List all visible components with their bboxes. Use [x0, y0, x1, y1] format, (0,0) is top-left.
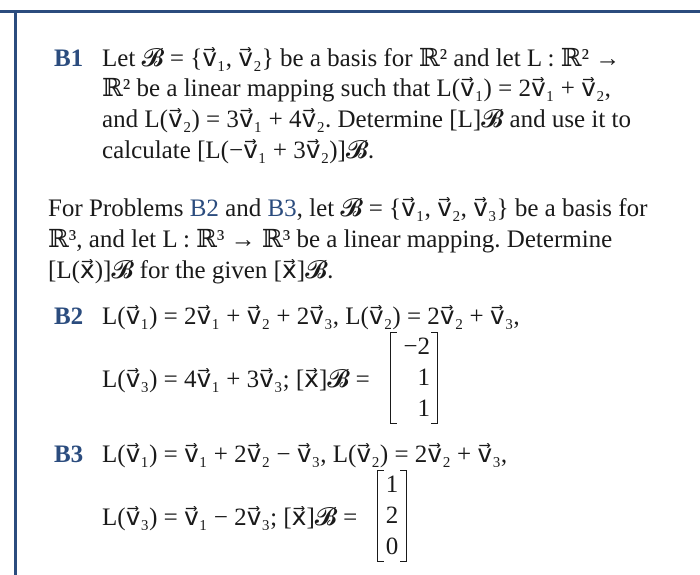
- b3-line-2: L(v⃗₃) = v⃗₁ − 2v⃗₃; [x⃗]𝓑 =: [102, 504, 358, 531]
- ref-b3-link[interactable]: B3: [267, 195, 297, 222]
- b2-vector-entry-1: −2: [403, 333, 430, 360]
- b2-vector-right-bracket: [431, 332, 438, 424]
- b1-line-2: ℝ² be a linear mapping such that L(v⃗₁) = 2v⃗₁ + v⃗₂,: [102, 75, 611, 102]
- ref-b2-link[interactable]: B2: [189, 195, 219, 222]
- b3-vector: [377, 470, 407, 562]
- b3-line-1: L(v⃗₁) = v⃗₁ + 2v⃗₂ − v⃗₃, L(v⃗₂) = 2v⃗₂ + v⃗₃,: [102, 441, 508, 468]
- problem-label-b1: B1: [54, 45, 84, 72]
- side-rule: [14, 10, 17, 575]
- intro-line-2: ℝ³, and let L : ℝ³ → ℝ³ be a linear mapping. Determine: [48, 226, 613, 253]
- b2-line-2: L(v⃗₃) = 4v⃗₁ + 3v⃗₃; [x⃗]𝓑 =: [102, 366, 370, 393]
- b3-vector-entry-1: 1: [385, 471, 399, 498]
- intro-line-3: [L(x⃗)]𝓑 for the given [x⃗]𝓑.: [48, 257, 334, 284]
- b1-line-3: and L(v⃗₂) = 3v⃗₁ + 4v⃗₂. Determine [L]𝓑 and use it to: [102, 106, 631, 133]
- b2-line-1: L(v⃗₁) = 2v⃗₁ + v⃗₂ + 2v⃗₃, L(v⃗₂) = 2v⃗₂ + v⃗₃,: [102, 303, 520, 330]
- b2-vector-entry-2: 1: [417, 364, 430, 391]
- b2-vector-entry-3: 1: [417, 395, 430, 422]
- b2-vector: [390, 332, 438, 424]
- b3-vector-entry-2: 2: [385, 502, 399, 529]
- b2-vector-left-bracket: [390, 332, 397, 424]
- top-rule: [0, 10, 700, 13]
- problem-label-b2: B2: [54, 303, 84, 330]
- intro-line-1: For Problems B2 and B3, let 𝓑 = {v⃗₁, v⃗₂, v⃗₃} be a basis for: [48, 195, 648, 222]
- problem-label-b3: B3: [54, 441, 84, 468]
- b1-line-4: calculate [L(−v⃗₁ + 3v⃗₂)]𝓑.: [102, 137, 375, 164]
- b1-line-1: Let 𝓑 = {v⃗₁, v⃗₂} be a basis for ℝ² and let L : ℝ² →: [102, 45, 621, 72]
- b3-vector-entry-3: 0: [385, 533, 399, 560]
